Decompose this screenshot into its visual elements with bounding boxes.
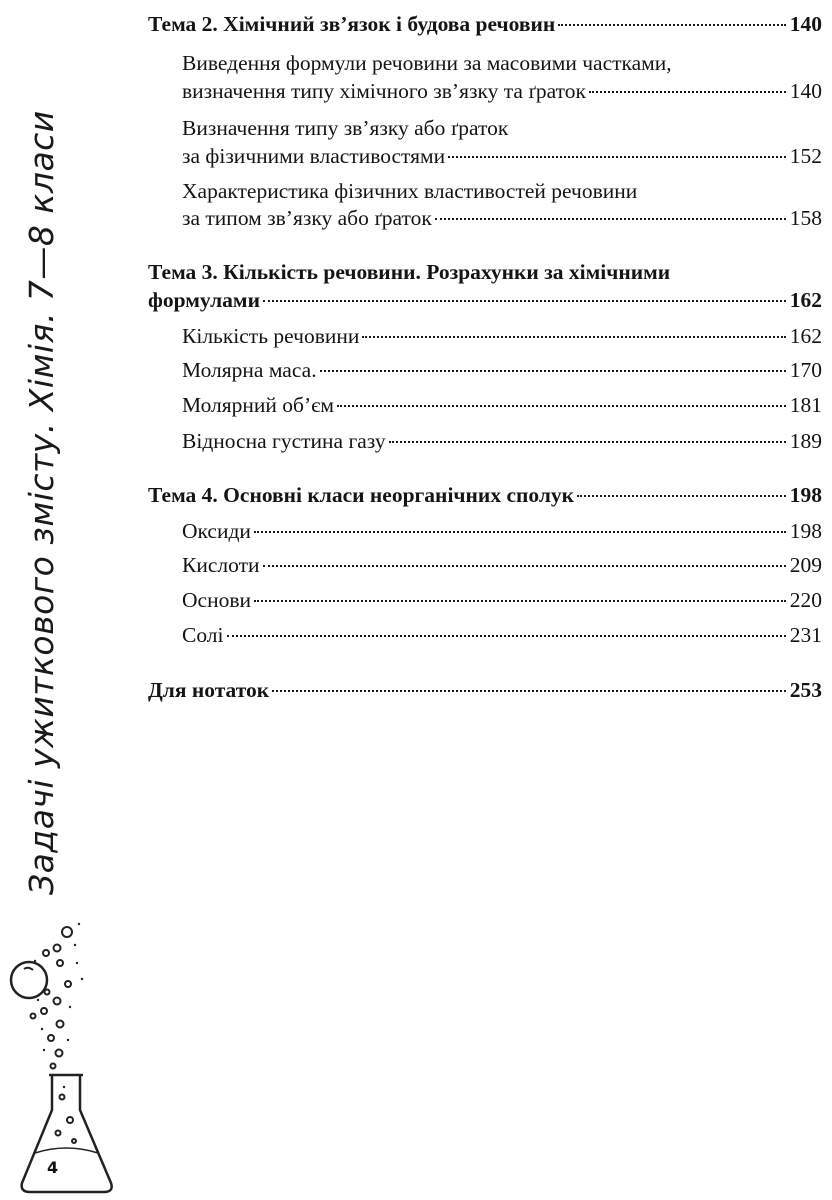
toc-item-line1: Виведення формули речовини за масовими частками, bbox=[182, 51, 672, 75]
dot-leader bbox=[389, 441, 786, 443]
dot-leader bbox=[272, 690, 786, 692]
toc-page-number: 220 bbox=[789, 588, 822, 612]
toc-item[interactable] bbox=[182, 392, 822, 418]
toc-page-number: 162 bbox=[789, 288, 822, 312]
toc-notes-title: Для нотаток bbox=[148, 678, 270, 702]
toc-item-title: Оксиди bbox=[182, 519, 251, 543]
toc-page-number: 158 bbox=[789, 206, 822, 230]
toc-topic-2-title: Тема 2. Хімічний зв’язок і будова речовин bbox=[148, 12, 556, 36]
toc-page-number: 152 bbox=[789, 144, 822, 168]
dot-leader bbox=[320, 370, 786, 372]
toc-topic-3-line1: Тема 3. Кількість речовини. Розрахунки за хімічними bbox=[148, 260, 671, 284]
toc-item-line2: за типом зв’язку або ґраток bbox=[182, 206, 432, 230]
toc-topic-4-title: Тема 4. Основні класи неорганічних сполук bbox=[148, 483, 575, 507]
dot-leader bbox=[263, 300, 786, 302]
toc-topic-3[interactable] bbox=[148, 287, 822, 313]
toc-topic-4[interactable] bbox=[148, 482, 822, 508]
toc-item[interactable] bbox=[182, 622, 822, 648]
dot-leader bbox=[362, 336, 785, 338]
dot-leader bbox=[227, 635, 786, 637]
toc-item-title: Основи bbox=[182, 588, 251, 612]
toc-page-number: 181 bbox=[789, 393, 822, 417]
toc-item-title: Солі bbox=[182, 623, 224, 647]
toc-item[interactable] bbox=[182, 357, 822, 383]
flask-bubbles-icon bbox=[0, 905, 120, 1200]
toc-item[interactable] bbox=[182, 518, 822, 544]
toc-item[interactable] bbox=[182, 428, 822, 454]
toc-page-number: 162 bbox=[789, 324, 822, 348]
dot-leader bbox=[254, 531, 786, 533]
dot-leader bbox=[435, 218, 786, 220]
dot-leader bbox=[589, 91, 786, 93]
dot-leader bbox=[448, 156, 786, 158]
book-title-vertical: Задачі ужиткового змісту. Хімія. 7—8 класи bbox=[22, 110, 61, 895]
toc-page-number: 198 bbox=[789, 483, 822, 507]
toc-item-title: Кількість речовини bbox=[182, 324, 360, 348]
toc-page-number: 231 bbox=[789, 623, 822, 647]
toc-item-title: Відносна густина газу bbox=[182, 429, 386, 453]
toc-page-number: 140 bbox=[789, 79, 822, 103]
dot-leader bbox=[558, 24, 786, 26]
toc-item-title: Молярний об’єм bbox=[182, 393, 334, 417]
toc-topic-2[interactable] bbox=[148, 11, 822, 37]
toc-topic-3-line2: формулами bbox=[148, 288, 260, 312]
toc-page-number: 189 bbox=[789, 429, 822, 453]
toc-page-number: 253 bbox=[789, 678, 822, 702]
toc-page-number: 140 bbox=[789, 12, 822, 36]
toc-item[interactable] bbox=[182, 205, 822, 231]
toc-item-line2: визначення типу хімічного зв’язку та ґраток bbox=[182, 79, 586, 103]
toc-item-title: Молярна маса. bbox=[182, 358, 317, 382]
page-number: 4 bbox=[47, 1158, 59, 1177]
toc-page-number: 209 bbox=[789, 553, 822, 577]
toc-item[interactable] bbox=[182, 78, 822, 104]
toc-page-number: 198 bbox=[789, 519, 822, 543]
dot-leader bbox=[263, 565, 786, 567]
toc-notes[interactable] bbox=[148, 677, 822, 703]
dot-leader bbox=[254, 600, 786, 602]
toc-item-title: Кислоти bbox=[182, 553, 260, 577]
dot-leader bbox=[577, 495, 786, 497]
toc-page-number: 170 bbox=[789, 358, 822, 382]
dot-leader bbox=[337, 405, 786, 407]
toc-item-line1: Характеристика фізичних властивостей речовини bbox=[182, 179, 638, 203]
toc-item[interactable] bbox=[182, 143, 822, 169]
toc-item[interactable] bbox=[182, 323, 822, 349]
toc-item-line2: за фізичними властивостями bbox=[182, 144, 446, 168]
toc-item[interactable] bbox=[182, 587, 822, 613]
toc-item-line1: Визначення типу зв’язку або ґраток bbox=[182, 116, 509, 140]
toc-item[interactable] bbox=[182, 552, 822, 578]
